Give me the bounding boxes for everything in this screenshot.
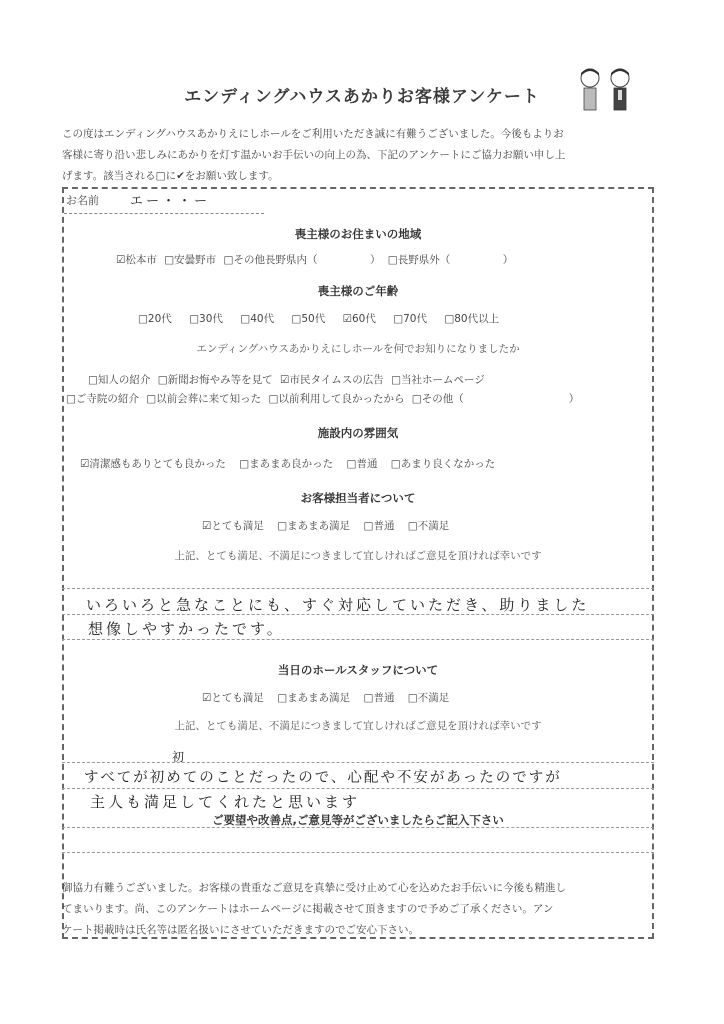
option-not-good[interactable]: □あまり良くなかった: [390, 458, 496, 470]
staff-options: [202, 518, 453, 533]
option-normal[interactable]: □普通: [363, 520, 395, 532]
option-temple[interactable]: □ご寺院の紹介: [66, 393, 139, 405]
option-very-satisfied[interactable]: ☑とても満足: [202, 520, 264, 532]
answer-line: [62, 827, 654, 828]
option-previous-use[interactable]: □以前利用して良かったから: [268, 393, 405, 405]
option-70s[interactable]: □70代: [393, 313, 427, 325]
option-previous-funeral[interactable]: □以前会葬に来て知った: [146, 393, 262, 405]
option-normal[interactable]: □普通: [346, 458, 378, 470]
answer-line: [62, 852, 654, 853]
option-fairly-satisfied[interactable]: □まあまあ満足: [277, 692, 351, 704]
hall-answer-line2: 主人も満足してくれたと思います: [90, 793, 361, 811]
closing-paragraph: [62, 878, 672, 941]
hall-answer-line1: すべてが初めてのことだったので、心配や不安があったのですが: [84, 770, 562, 786]
staff-answer-line2: 想像しやすかったです。: [88, 620, 285, 638]
hall-staff-heading: 当日のホールスタッフについて: [277, 663, 439, 677]
hall-staff-options: [202, 690, 453, 705]
option-60s[interactable]: ☑60代: [342, 313, 376, 325]
source-question: エンディングハウスあかりえにしホールを何でお知りになりましたか: [196, 343, 520, 355]
option-newspaper[interactable]: □新聞お悔やみ等を見て: [157, 374, 273, 386]
answer-line: [62, 788, 654, 789]
answer-line: [62, 588, 654, 589]
option-other[interactable]: □その他（ ）: [411, 393, 580, 405]
name-underline: [64, 213, 264, 214]
source-options-row1: [88, 372, 489, 387]
source-options-row2: [66, 391, 583, 406]
staff-heading: お客様担当者について: [300, 491, 416, 505]
option-20s[interactable]: □20代: [138, 313, 172, 325]
option-homepage[interactable]: □当社ホームページ: [391, 374, 485, 386]
option-very-satisfied[interactable]: ☑とても満足: [202, 692, 264, 704]
option-fairly-satisfied[interactable]: □まあまあ満足: [277, 520, 351, 532]
staff-request: 上記、とても満足、不満足につきまして宜しければご意見を頂ければ幸いです: [174, 550, 542, 562]
intro-line: この度はエンディングハウスあかりえにしホールをご利用いただき誠に有難うございました。今後もよりお: [62, 128, 564, 140]
option-normal[interactable]: □普通: [363, 692, 395, 704]
intro-line: 客様に寄り沿い悲しみにあかりを灯す温かいお手伝いの向上の為、下記のアンケートにご協力お願い申し上: [62, 149, 566, 161]
closing-line: 御協力有難うございました。お客様の貴重なご意見を真摯に受け止めて心を込めたお手伝いに今後も精進し: [62, 882, 566, 894]
name-handwriting: エー・・ー: [130, 194, 211, 209]
staff-mascot-icon: [572, 64, 642, 120]
option-other-nagano[interactable]: □その他長野県内（ ）: [223, 254, 381, 266]
option-fairly-good[interactable]: □まあまあ良かった: [239, 458, 334, 470]
option-50s[interactable]: □50代: [291, 313, 326, 325]
intro-line: げます。該当される□に✔をお願い致します。: [62, 170, 279, 182]
option-40s[interactable]: □40代: [240, 313, 275, 325]
staff-answer-line1: いろいろと急なことにも、すぐ対応していただき、助りました: [86, 596, 590, 614]
closing-line: ケート掲載時は氏名等は匿名扱いにさせていただきますのでご安心下さい。: [62, 924, 419, 936]
option-shimin-times[interactable]: ☑市民タイムスの広告: [280, 374, 384, 386]
option-80s-plus[interactable]: □80代以上: [444, 313, 500, 325]
option-matsumoto[interactable]: ☑松本市: [116, 254, 157, 266]
request-heading: ご要望や改善点,ご意見等がございましたらご記入下さい: [212, 813, 504, 827]
page-title: エンディングハウスあかりお客様アンケート: [184, 87, 540, 107]
answer-line: [62, 762, 654, 763]
answer-line: [62, 614, 654, 615]
option-outside-nagano[interactable]: □長野県外（ ）: [387, 254, 514, 266]
region-options: [116, 252, 517, 267]
hall-answer-insert-mark: 初: [172, 750, 188, 764]
option-30s[interactable]: □30代: [189, 313, 223, 325]
option-unsatisfied[interactable]: □不満足: [407, 520, 450, 532]
age-options: [138, 311, 503, 326]
atmosphere-heading: 施設内の雰囲気: [317, 426, 399, 440]
hall-staff-request: 上記、とても満足、不満足につきまして宜しければご意見を頂ければ幸いです: [174, 720, 542, 732]
region-heading: 喪主様のお住まいの地域: [294, 227, 422, 241]
option-acquaintance[interactable]: □知人の紹介: [88, 374, 151, 386]
answer-line: [62, 639, 654, 640]
option-azumino[interactable]: □安曇野市: [164, 254, 217, 266]
closing-line: てまいります。尚、このアンケートはホームページに掲載させて頂きますので予めご了承ください。アン: [62, 903, 554, 915]
age-heading: 喪主様のご年齢: [317, 284, 399, 298]
name-label: お名前: [66, 194, 99, 207]
option-clean-very-good[interactable]: ☑清潔感もありとても良かった: [80, 458, 226, 470]
option-unsatisfied[interactable]: □不満足: [407, 692, 450, 704]
intro-paragraph: [62, 124, 672, 187]
atmosphere-options: [80, 456, 499, 471]
